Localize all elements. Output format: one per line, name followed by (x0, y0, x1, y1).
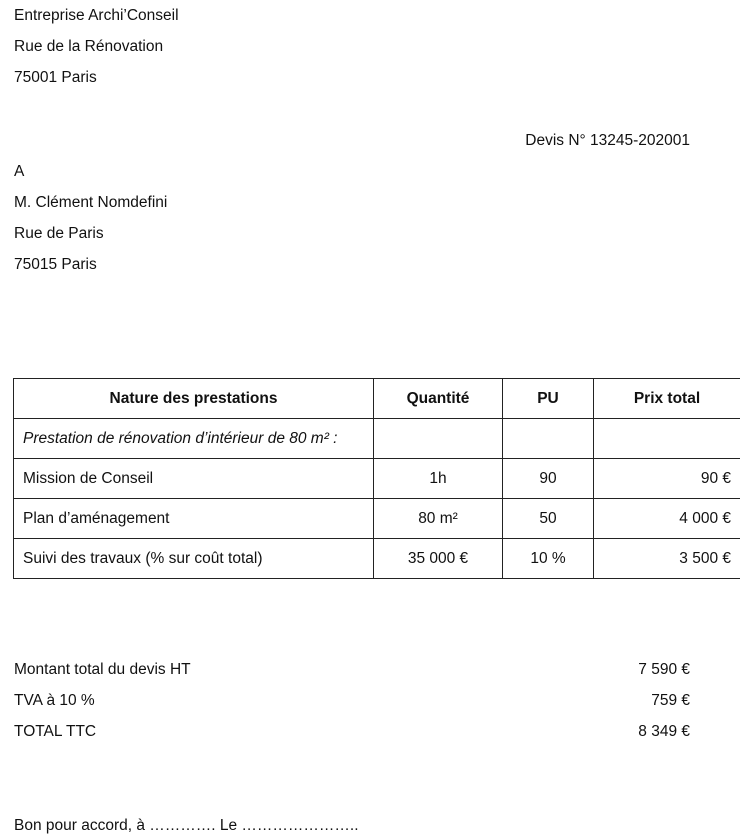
total-ht-value: 7 590 € (638, 661, 690, 678)
recipient-prefix: A (14, 163, 25, 180)
total-ht-label: Montant total du devis HT (14, 661, 191, 678)
cell-nature: Mission de Conseil (14, 459, 374, 499)
cell-quantity: 35 000 € (374, 539, 503, 579)
services-table (13, 378, 740, 579)
cell-nature: Suivi des travaux (% sur coût total) (14, 539, 374, 579)
tva-value: 759 € (651, 692, 690, 709)
cell-total: 3 500 € (594, 539, 740, 579)
cell-nature: Plan d’aménagement (14, 499, 374, 539)
total-ttc-label: TOTAL TTC (14, 723, 97, 740)
empty-cell (503, 419, 594, 459)
table-row (14, 499, 740, 539)
recipient-street: Rue de Paris (14, 225, 104, 242)
section-title: Prestation de rénovation d’intérieur de 80 m² : (14, 419, 374, 459)
header-unit-price: PU (503, 379, 594, 419)
tva-label: TVA à 10 % (14, 692, 95, 709)
header-total-price: Prix total (594, 379, 740, 419)
header-nature: Nature des prestations (14, 379, 374, 419)
recipient-name: M. Clément Nomdefini (14, 194, 168, 211)
recipient-city: 75015 Paris (14, 256, 97, 273)
table-header-row (14, 379, 740, 419)
cell-quantity: 1h (374, 459, 503, 499)
cell-quantity: 80 m² (374, 499, 503, 539)
header-quantity: Quantité (374, 379, 503, 419)
cell-unit-price: 10 % (503, 539, 594, 579)
quote-number: Devis N° 13245-202001 (525, 132, 690, 149)
empty-cell (594, 419, 740, 459)
table-row (14, 539, 740, 579)
table-section-row (14, 419, 740, 459)
cell-total: 4 000 € (594, 499, 740, 539)
sender-company: Entreprise Archi’Conseil (14, 7, 179, 24)
sender-city: 75001 Paris (14, 69, 97, 86)
cell-unit-price: 90 (503, 459, 594, 499)
total-ttc-value: 8 349 € (638, 723, 690, 740)
empty-cell (374, 419, 503, 459)
sender-street: Rue de la Rénovation (14, 38, 164, 55)
table-row (14, 459, 740, 499)
approval-line: Bon pour accord, à …………. Le ………………….. (14, 817, 359, 834)
cell-unit-price: 50 (503, 499, 594, 539)
cell-total: 90 € (594, 459, 740, 499)
